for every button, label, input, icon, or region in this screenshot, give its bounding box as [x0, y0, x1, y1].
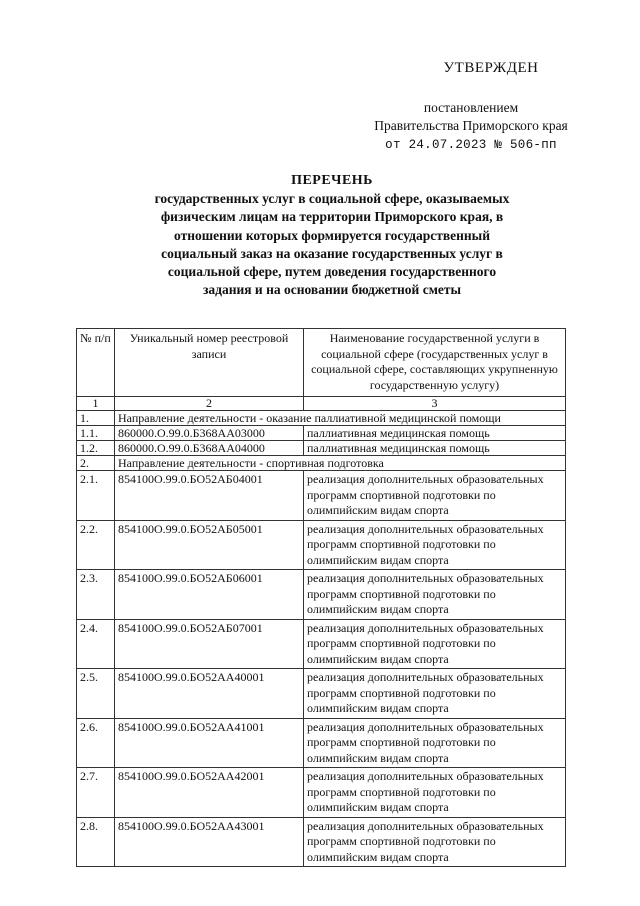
- row-code: 860000.О.99.0.Б368АА03000: [115, 426, 304, 441]
- header-number: № п/п: [77, 329, 115, 397]
- row-service-name: паллиативная медицинская помощь: [304, 426, 566, 441]
- row-number: 2.6.: [77, 718, 115, 768]
- row-service-name: реализация дополнительных образовательных программ спортивной подготовки по олимпийским видам спорта: [304, 768, 566, 818]
- row-code: 854100О.99.0.БО52АБ04001: [115, 471, 304, 521]
- table-row: [77, 768, 566, 818]
- table-row: [77, 426, 566, 441]
- row-number: 2.4.: [77, 619, 115, 669]
- table-row: [77, 441, 566, 456]
- table-header-row: [77, 329, 566, 397]
- row-number: 2.3.: [77, 570, 115, 620]
- table-row: [77, 718, 566, 768]
- section-row: [77, 456, 566, 471]
- row-code: 854100О.99.0.БО52АА42001: [115, 768, 304, 818]
- section-number: 1.: [77, 411, 115, 426]
- row-service-name: реализация дополнительных образовательных программ спортивной подготовки по олимпийским видам спорта: [304, 471, 566, 521]
- document-title: ПЕРЕЧЕНЬ: [291, 173, 373, 188]
- row-number: 2.5.: [77, 669, 115, 719]
- heading-line: физическим лицам на территории Приморского края, в: [160, 209, 504, 225]
- table-row: [77, 669, 566, 719]
- row-code: 854100О.99.0.БО52АА43001: [115, 817, 304, 867]
- row-number: 2.2.: [77, 520, 115, 570]
- row-code: 854100О.99.0.БО52АА41001: [115, 718, 304, 768]
- heading-line: государственных услуг в социальной сфере, оказываемых: [154, 191, 510, 207]
- table-row: [77, 619, 566, 669]
- approval-line-2: Правительства Приморского края: [374, 118, 568, 133]
- row-number: 2.8.: [77, 817, 115, 867]
- table-row: [77, 471, 566, 521]
- row-number: 1.2.: [77, 441, 115, 456]
- column-number: 2: [115, 397, 304, 411]
- table-row: [77, 520, 566, 570]
- row-code: 854100О.99.0.БО52АА40001: [115, 669, 304, 719]
- header-registry-code: Уникальный номер реестровой записи: [115, 329, 304, 397]
- column-numbers-row: [77, 397, 566, 411]
- row-code: 854100О.99.0.БО52АБ06001: [115, 570, 304, 620]
- approval-date: от 24.07.2023 № 506-пп: [385, 138, 557, 152]
- approved-word: УТВЕРЖДЕН: [443, 60, 539, 76]
- table-row: [77, 817, 566, 867]
- row-code: 860000.О.99.0.Б368АА04000: [115, 441, 304, 456]
- row-code: 854100О.99.0.БО52АБ05001: [115, 520, 304, 570]
- row-number: 2.1.: [77, 471, 115, 521]
- row-service-name: реализация дополнительных образовательных программ спортивной подготовки по олимпийским видам спорта: [304, 718, 566, 768]
- row-service-name: реализация дополнительных образовательных программ спортивной подготовки по олимпийским видам спорта: [304, 669, 566, 719]
- section-number: 2.: [77, 456, 115, 471]
- section-title: Направление деятельности - спортивная подготовка: [115, 456, 566, 471]
- heading-line: задания и на основании бюджетной сметы: [202, 282, 462, 298]
- heading-line: социальной сфере, путем доведения государственного: [167, 264, 497, 280]
- row-code: 854100О.99.0.БО52АБ07001: [115, 619, 304, 669]
- column-number: 3: [304, 397, 566, 411]
- row-service-name: реализация дополнительных образовательных программ спортивной подготовки по олимпийским видам спорта: [304, 619, 566, 669]
- approval-block: [356, 60, 586, 155]
- section-title: Направление деятельности - оказание паллиативной медицинской помощи: [115, 411, 566, 426]
- document-heading: [120, 172, 544, 299]
- approval-line-1: постановлением: [423, 100, 519, 115]
- services-table: [76, 328, 566, 867]
- header-service-name: Наименование государственной услуги в социальной сфере (государственных услуг в социальной сфере, составляющих укрупненную государственную услугу): [304, 329, 566, 397]
- row-service-name: реализация дополнительных образовательных программ спортивной подготовки по олимпийским видам спорта: [304, 570, 566, 620]
- row-service-name: паллиативная медицинская помощь: [304, 441, 566, 456]
- table-row: [77, 570, 566, 620]
- row-service-name: реализация дополнительных образовательных программ спортивной подготовки по олимпийским видам спорта: [304, 817, 566, 867]
- column-number: 1: [77, 397, 115, 411]
- heading-line: социальный заказ на оказание государственных услуг в: [161, 245, 503, 261]
- section-row: [77, 411, 566, 426]
- heading-line: отношении которых формируется государственный: [174, 227, 490, 243]
- row-service-name: реализация дополнительных образовательных программ спортивной подготовки по олимпийским видам спорта: [304, 520, 566, 570]
- row-number: 2.7.: [77, 768, 115, 818]
- row-number: 1.1.: [77, 426, 115, 441]
